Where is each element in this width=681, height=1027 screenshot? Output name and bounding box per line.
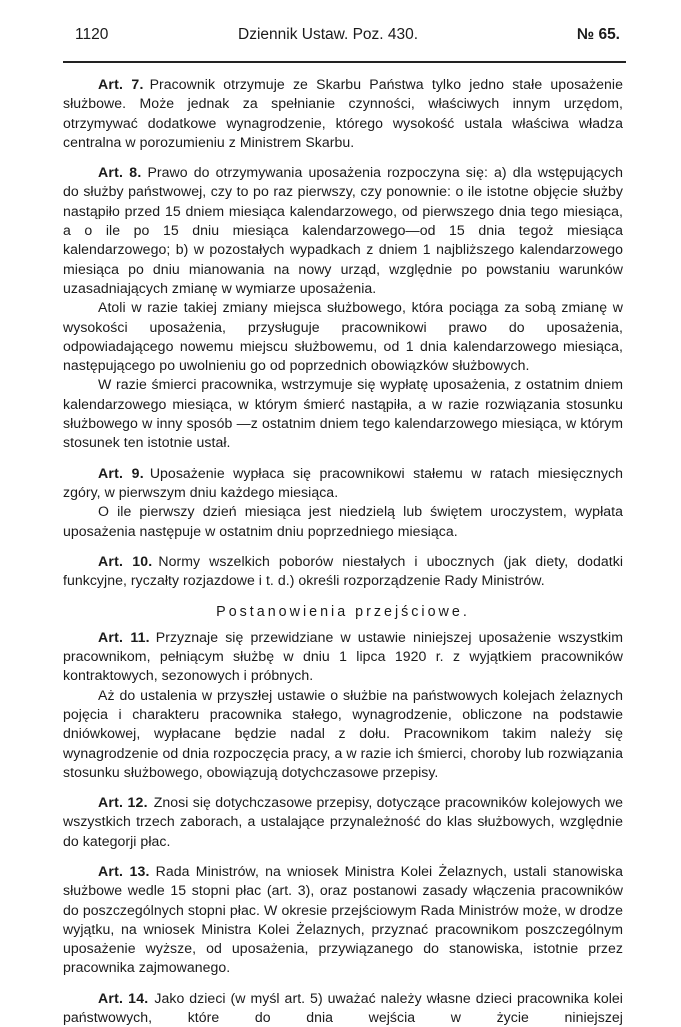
article-label: Art. 8. (98, 164, 142, 181)
article-label: Art. 7. (98, 76, 144, 92)
document-body (63, 75, 623, 1027)
article-12 (63, 793, 623, 851)
section-heading: Postanowienia przejściowe. (216, 604, 470, 621)
article-text: Rada Ministrów, na wniosek Ministra Kolei Żelaznych, ustali stanowiska służbowe wedle 15 stopni płac (art. 3), oraz postanowi zasady włączenia pracowników do poszczególnych stopni płac. W okresie przejściowym Rada Ministrów może, w drodze wyjątku, na wniosek Ministra Kolei Żelaznych, przyznać pracownikom poszczególnym uposażenie wyższe, od uposażenia, przywiązanego do stanowiska, istotnie przez pracownika zajmowanego. (63, 862, 623, 976)
page-number: 1120 (75, 26, 109, 43)
page-header (63, 26, 626, 52)
article-text: Normy wszelkich poborów niestałych i ubocznych (jak diety, dodatki funkcyjne, ryczałty rozjazdowe i t. d.) określi rozporządzenie Rady Ministrów. (63, 552, 623, 589)
article-label: Art. 12. (98, 794, 148, 811)
article-paragraph: W razie śmierci pracownika, wstrzymuje się wypłatę uposażenia, z ostatnim dniem kalendarzowego miesiąca, w którym śmierć nastąpiła, a w razie rozwiązania stosunku służbowego w inny sposób —z ostatnim dniem tego kalendarzowego miesiąca, w którym stosunek ten istotnie ustał. (63, 376, 623, 451)
article-label: Art. 10. (98, 552, 153, 569)
article-paragraph: Atoli w razie takiej zmiany miejsca służbowego, która pociąga za sobą zmianę w wysokości uposażenia, przysługuje pracownikowi prawo do uposażenia, odpowiadającego nowemu miejscu służbowemu, od 1 dnia kalendarzowego miesiąca, następującego po uwolnieniu go od poprzednich obowiązków służbowych. (63, 299, 623, 374)
article-13 (63, 862, 623, 978)
article-paragraph: Aż do ustalenia w przyszłej ustawie o służbie na państwowych kolejach żelaznych pojęcia i charakteru pracownika stałego, wynagrodzenie, obliczone na podstawie dniówkowej, wypłacane będzie nadal z dołu. Pracownikom takim należy się wynagrodzenie od dnia rozpoczęcia pracy, a w razie ich śmierci, choroby lub rozwiązania stosunku służbowego, obowiązują dotychczasowe przepisy. (63, 686, 623, 780)
article-11 (63, 628, 623, 686)
article-text: Przyznaje się przewidziane w ustawie niniejszej uposażenie wszystkim pracownikom, pełniącym służbę w dniu 1 lipca 1920 r. z wyjątkiem pracowników kontraktowych, sezonowych i próbnych. (63, 628, 623, 684)
article-text: Znosi się dotychczasowe przepisy, dotyczące pracowników kolejowych we wszystkich trzech zaborach, a ustalające przynależność do klas służbowych, względnie do kategorji płac. (63, 794, 623, 849)
header-rule (63, 61, 626, 63)
issue-number: № 65. (576, 26, 620, 43)
article-label: Art. 9. (98, 464, 144, 481)
article-10 (63, 552, 623, 591)
article-label: Art. 11. (98, 628, 150, 645)
article-8 (63, 163, 623, 298)
article-label: Art. 14. (98, 989, 149, 1006)
article-text: Uposażenie wypłaca się pracownikowi stałemu w ratach miesięcznych zgóry, w pierwszym dniu każdego miesiąca. (63, 464, 623, 500)
article-text: Prawo do otrzymywania uposażenia rozpoczyna się: a) dla wstępujących do służby państwowej, czy to po raz pierwszy, czy ponownie: o ile istotne objęcie służby nastąpiło przed 15 dniem miesiąca kalendarzowego, od pierwszego dnia tego miesiąca, a o ile po 15 dniu miesiąca kalendarzowego—od 15 dnia tegoż miesiąca kalendarzowego; b) w pozostałych wypadkach z dniem 1 najbliższego kalendarzowego miesiąca po dniu mianowania na nowy urząd, względnie po powstaniu warunków uzasadniających zmianę w wymiarze uposażenia. (63, 164, 623, 296)
article-label: Art. 13. (98, 862, 150, 879)
article-text: Jako dzieci (w myśl art. 5) uważać należy własne dzieci pracownika kolei państwowych, które do dnia wejścia w życie niniejszej (63, 989, 623, 1026)
article-paragraph: O ile pierwszy dzień miesiąca jest niedzielą lub świętem uroczystem, wypłata uposażenia następuje w ostatnim dniu poprzedniego miesiąca. (63, 503, 623, 539)
article-9 (63, 464, 623, 503)
article-14 (63, 989, 623, 1027)
journal-title: Dziennik Ustaw. Poz. 430. (238, 26, 419, 43)
article-7 (63, 75, 623, 152)
article-text: Pracownik otrzymuje ze Skarbu Państwa tylko jedno stałe uposażenie służbowe. Może jednak za spełnianie czynności, właściwych innym urzędom, otrzymywać dodatkowe wynagrodzenie, którego wysokość ustala właściwa władza centralna w porozumieniu z Ministrem Skarbu. (63, 76, 624, 150)
